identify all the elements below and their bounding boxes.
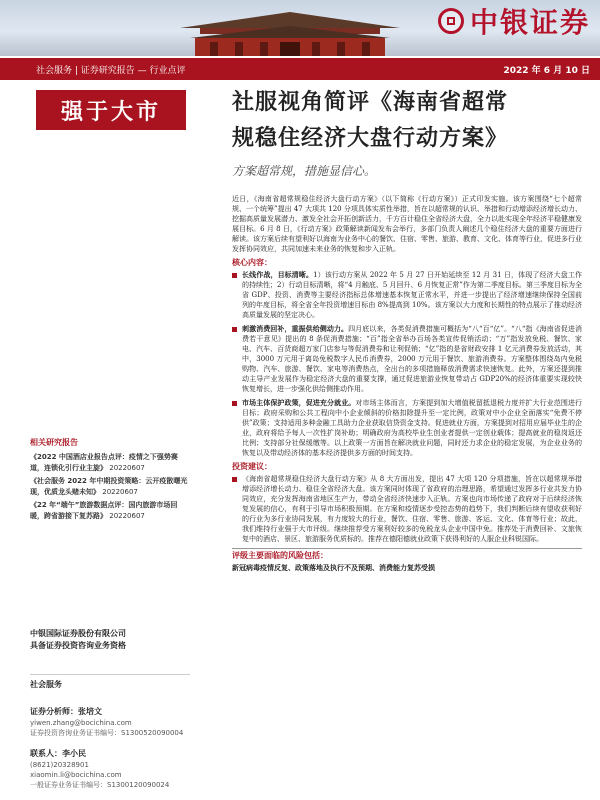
analyst-name: 张培文: [78, 707, 102, 716]
analyst-name: 李小民: [62, 749, 86, 758]
report-subtitle: 方案超常规，措施显信心。: [232, 164, 377, 178]
report-title: [232, 84, 582, 156]
firm-info: [30, 628, 190, 652]
license-number: S1300520090004: [121, 729, 184, 737]
title-line-1: 社服视角简评《海南省超常: [232, 89, 509, 115]
report-tag-bar: [0, 58, 600, 80]
license-label: 一般证券业务证书编号：: [30, 781, 107, 789]
analyst-role: 联系人：: [30, 749, 62, 758]
left-sidebar: [0, 84, 190, 800]
core-item: 长线作战，目标清晰。1）该行动方案从 2022 年 5 月 27 日开始延续至 12 月 31 日，体现了经济大盘工作的持续性；2）行动目标清晰，将“4 月触底、5 月回升、6 月恢复正常”作为第二季度目标。第三季度目标为全省 GDP、投资、消费等主要经济指标总体增速基本恢复正常水平，并进一步提出了经济增速继续保持全国前列的年度目标，将全省全年投资增速目标由 8%提高到 10%。该方案以大力度和长期性的特点展示了推动经济高质量发展的坚定决心。: [232, 270, 582, 320]
analyst-phone: (8621)20328901: [30, 761, 89, 769]
report-date: 2022 年 6 月 10 日: [503, 65, 590, 76]
investment-advice: 《海南省超常规稳住经济大盘行动方案》从 8 大方面出发，提出 47 大项 120 分项措施，旨在以超常规举措增添经济增长动力、稳住全省经济大盘。该方案同时体现了省政府的治理思路，希望通过发挥多行业共发力协同效应，充分发挥海南省地区生产力，带动全省经济快速步入正轨。方案也向市场传递了政府对于后续经济恢复发展的信心，有利于引导市场积极预期。在方案和疫情逐步受控态势的趋势下，我们判断后续有望收获利好的行业为多行业协同发展，有力度较大的行业，餐饮、住宿、零售、旅游、客运、文化、体育等行业；故此，我们维持行业强于大市评级。继续推荐受方案利好较多的免税龙头企业中国中免。推荐处于消费回补、文旅恢复中的酒店、景区、旅游服务优质标的。推荐在德阳德就业政策下获得利好的人服企业科锐国际。: [232, 474, 582, 544]
license-label: 证券投资咨询业务证书编号：: [30, 729, 121, 737]
investment-section-title: 投资建议：: [232, 462, 272, 471]
core-item: 市场主体保护政策，促进充分就业。对市场主体而言，方案提到加大增值税留抵退税力度并扩大行业范围进行目标；政府采购和公共工程向中小企业倾斜的价格扣除提升至一定比例，政策对中小企业全面落实“免费不停供”政策；支持适用多种金融工具助力企业获取信贷资金支持。促进就业方面，方案提到对招用应届毕业生的企业，政府将给予每人一次性扩岗补助；明确政府为高校毕业生创业者提供一定创业载体；提高就业的稳岗返还比例；支持部分社保缓缴等。以上政策一方面旨在解决就业问题，同时还力求企业的稳定发展，为企业业务的恢复以及带动经济体的基本经济提供多方面的时间支持。: [232, 398, 582, 458]
title-line-2: 规稳住经济大盘行动方案》: [232, 125, 509, 151]
core-item: 刺激消费回补，重振供给侧动力。四月底以来，各类促消费措施可概括为“八“百“亿”。“八“指《海南省促进消费若干意见》提出的 8 条促消费措施；“百”指全省举办百场各类宣传促销活动；“万”指发放免税、餐饮、家电、汽车、百货商超万家门店参与等促消费券和让利促销；“亿”指的是省财政安排 1 亿元消费券发放活动，其中，3000 万元用于离岛免税数字人民币消费券，2000 万元用于餐饮、旅游消费券。方案整体围绕岛内免税购物、汽车、旅游、餐饮、家电等消费热点，全出台的多项措施释放消费需求快速恢复。此外，方案还提到推动主导产业发展作为稳定经济大盘的重要支撑，通过促进旅游业恢复带动占 GDP20%的经济体重要实现较快恢复增长，进一步强化供给侧推动作用。: [232, 324, 582, 394]
analyst-card: [30, 706, 190, 738]
report-body: [232, 194, 582, 573]
related-report-item[interactable]: 《22 年“端午”旅游数据点评：国内旅游市场回暖，跨省游接下复苏路》 20220607: [30, 501, 178, 520]
license-number: S1300120090024: [107, 781, 170, 789]
palace-illustration: [140, 6, 440, 56]
core-section-title: 核心内容：: [232, 258, 272, 267]
analyst-role: 证券分析师：: [30, 707, 78, 716]
bank-logo-icon: [438, 8, 464, 34]
analyst-list: [30, 706, 190, 800]
related-reports-title: 相关研究报告: [30, 438, 78, 447]
risk-text: 新冠病毒疫情反复、政策落地及执行不及预期、消费能力复苏受损: [232, 563, 435, 572]
analyst-email[interactable]: xiaomin.li@bocichina.com: [30, 771, 122, 779]
related-report-item[interactable]: 《社会服务 2022 年中期投资策略：云开疫散曙光现，优质龙头赌未知》 20220607: [30, 477, 188, 496]
report-tags: 社会服务 | 证券研究报告 — 行业点评: [36, 65, 186, 76]
firm-name: 中银国际证券股份有限公司: [30, 629, 126, 638]
brand-name: 中银证券: [469, 6, 590, 39]
title-block: [232, 84, 582, 179]
risk-title: 评级主要面临的风险包括：: [232, 551, 328, 560]
sector-label: 社会服务: [30, 674, 190, 690]
related-reports: [30, 437, 190, 524]
related-report-item[interactable]: 《2022 中国酒店业报告点评：疫情之下强势赛道，连锁化引行业主旋》 20220607: [30, 453, 178, 472]
rating-badge: 强于大市: [36, 90, 186, 130]
firm-qualification: 具备证券投资咨询业务资格: [30, 641, 126, 650]
risk-box: [232, 548, 582, 573]
intro-paragraph: 近日，《海南省超常规稳住经济大盘行动方案》（以下简称《行动方案》）正式印发实施。该方案围绕“七个超常规、一个统筹”提出 47 大项共 120 分项具体实质性举措，旨在以超常规的认识、举措和行动增添经济增长动力、挖掘高质量发展潜力、激发全社会开拓创新活力，千方百计稳住全省经济大盘，全力以赴实现全年经济平稳健康发展目标。6 月 8 日，《行动方案》政策解读新闻发布会举行，多部门负责人阐述几个稳住经济大盘的重要方面进行解读。该方案后续有望利好以海南为业务中心的餐饮、住宿、零售、旅游、教育、文化、体育等行业，促进多行业发挥协同效应，共同加速未来业务的恢复和步入正轨。: [232, 195, 582, 253]
brand: [438, 4, 590, 38]
analyst-email[interactable]: yiwen.zhang@bocichina.com: [30, 719, 132, 727]
header-banner: [0, 0, 600, 56]
analyst-card: [30, 748, 190, 790]
